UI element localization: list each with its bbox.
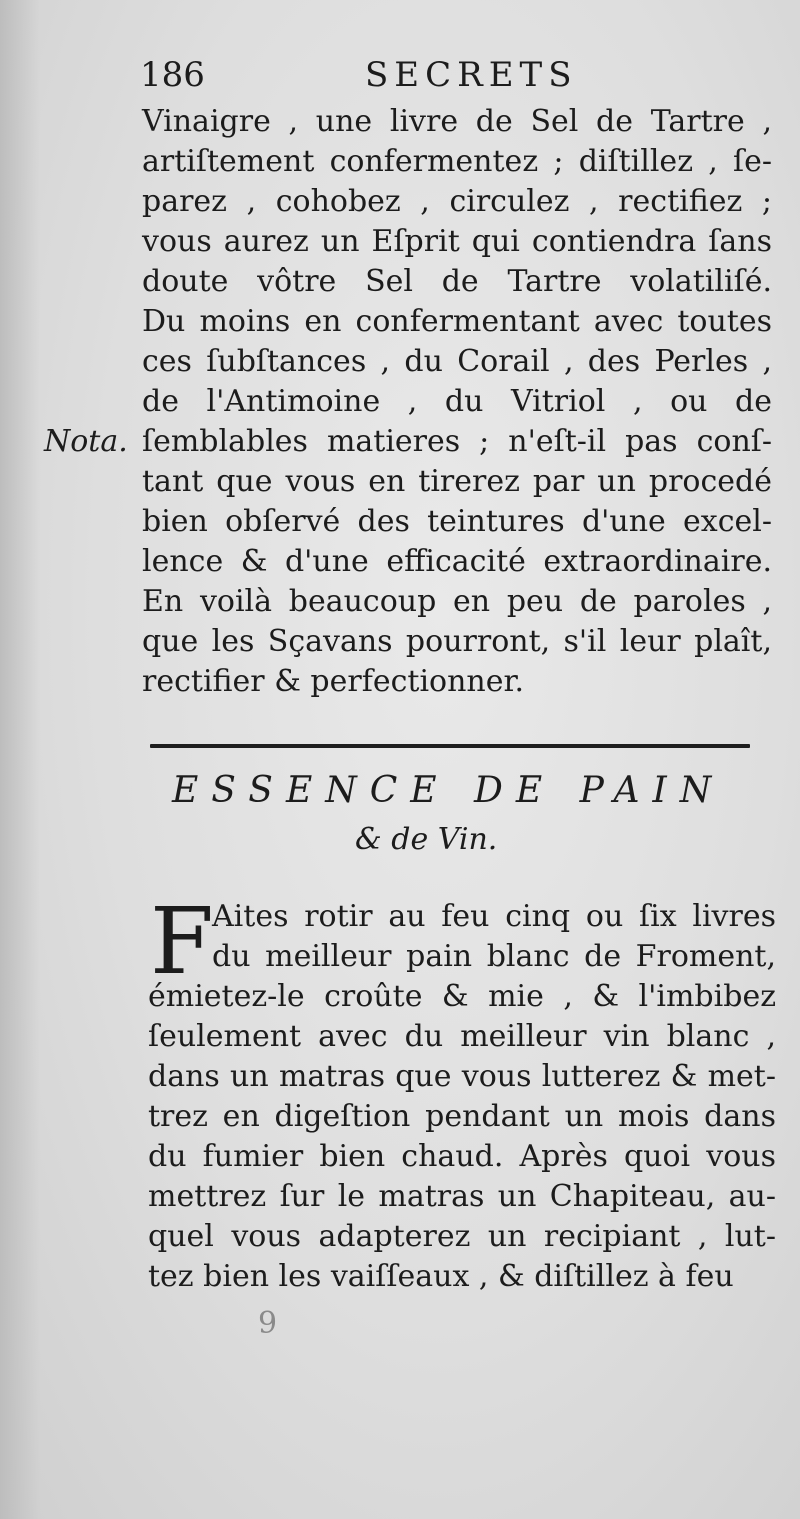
margin-note: Nota. [44, 424, 128, 459]
text-line: de l'Antimoine , du Vitriol , ou de [142, 384, 772, 419]
text-line: ſeulement avec du meilleur vin blanc , [148, 1019, 776, 1054]
text-line: trez en digeſtion pendant un mois dans [148, 1099, 776, 1134]
text-line: parez , cohobez , circulez , rectifiez ; [142, 184, 772, 219]
running-head [140, 55, 760, 105]
text-line: tez bien les vaiſſeaux , & diſtillez à feu [148, 1259, 734, 1294]
text-line: du meilleur pain blanc de Froment, [212, 939, 776, 974]
page-number: 186 [140, 55, 205, 95]
section-divider-rule [150, 744, 750, 748]
text-line: dans un matras que vous lutterez & met- [148, 1059, 776, 1094]
text-line: doute vôtre Sel de Tartre volatiliſé. [142, 264, 772, 299]
text-line: ſemblables matieres ; n'eſt-il pas conſ- [142, 424, 772, 459]
drop-cap: F [150, 888, 214, 995]
paragraph-1 [142, 102, 772, 702]
text-line: artiſtement confermentez ; diſtillez , ſe- [142, 144, 772, 179]
text-line: rectifier & perfectionner. [142, 664, 525, 699]
text-line: émietez-le croûte & mie , & l'imbibez [148, 979, 776, 1014]
running-title: SECRETS [365, 55, 578, 95]
text-line: ces ſubſtances , du Corail , des Perles , [142, 344, 772, 379]
text-line: Aites rotir au feu cinq ou ſix livres [212, 899, 776, 934]
text-line: tant que vous en tirerez par un procedé [142, 464, 772, 499]
text-line: mettrez ſur le matras un Chapiteau, au- [148, 1179, 776, 1214]
gutter-shadow [0, 0, 40, 1519]
text-line: quel vous adapterez un recipiant , lut- [148, 1219, 776, 1254]
text-line: du fumier bien chaud. Après quoi vous [148, 1139, 776, 1174]
signature-mark: 9 [258, 1306, 278, 1341]
text-line: que les Sçavans pourront, s'il leur plaît, [142, 624, 772, 659]
text-line: Du moins en confermentant avec toutes [142, 304, 772, 339]
section-subtitle: & de Vin. [355, 822, 498, 857]
paragraph-2 [148, 888, 776, 1297]
section-title: ESSENCE DE PAIN [172, 770, 725, 811]
text-line: vous aurez un Eſprit qui contiendra ſans [142, 224, 772, 259]
text-line: bien obſervé des teintures d'une excel- [142, 504, 772, 539]
text-line: Vinaigre , une livre de Sel de Tartre , [142, 104, 772, 139]
text-line: En voilà beaucoup en peu de paroles , [142, 584, 772, 619]
text-line: lence & d'une efficacité extraordinaire. [142, 544, 772, 579]
